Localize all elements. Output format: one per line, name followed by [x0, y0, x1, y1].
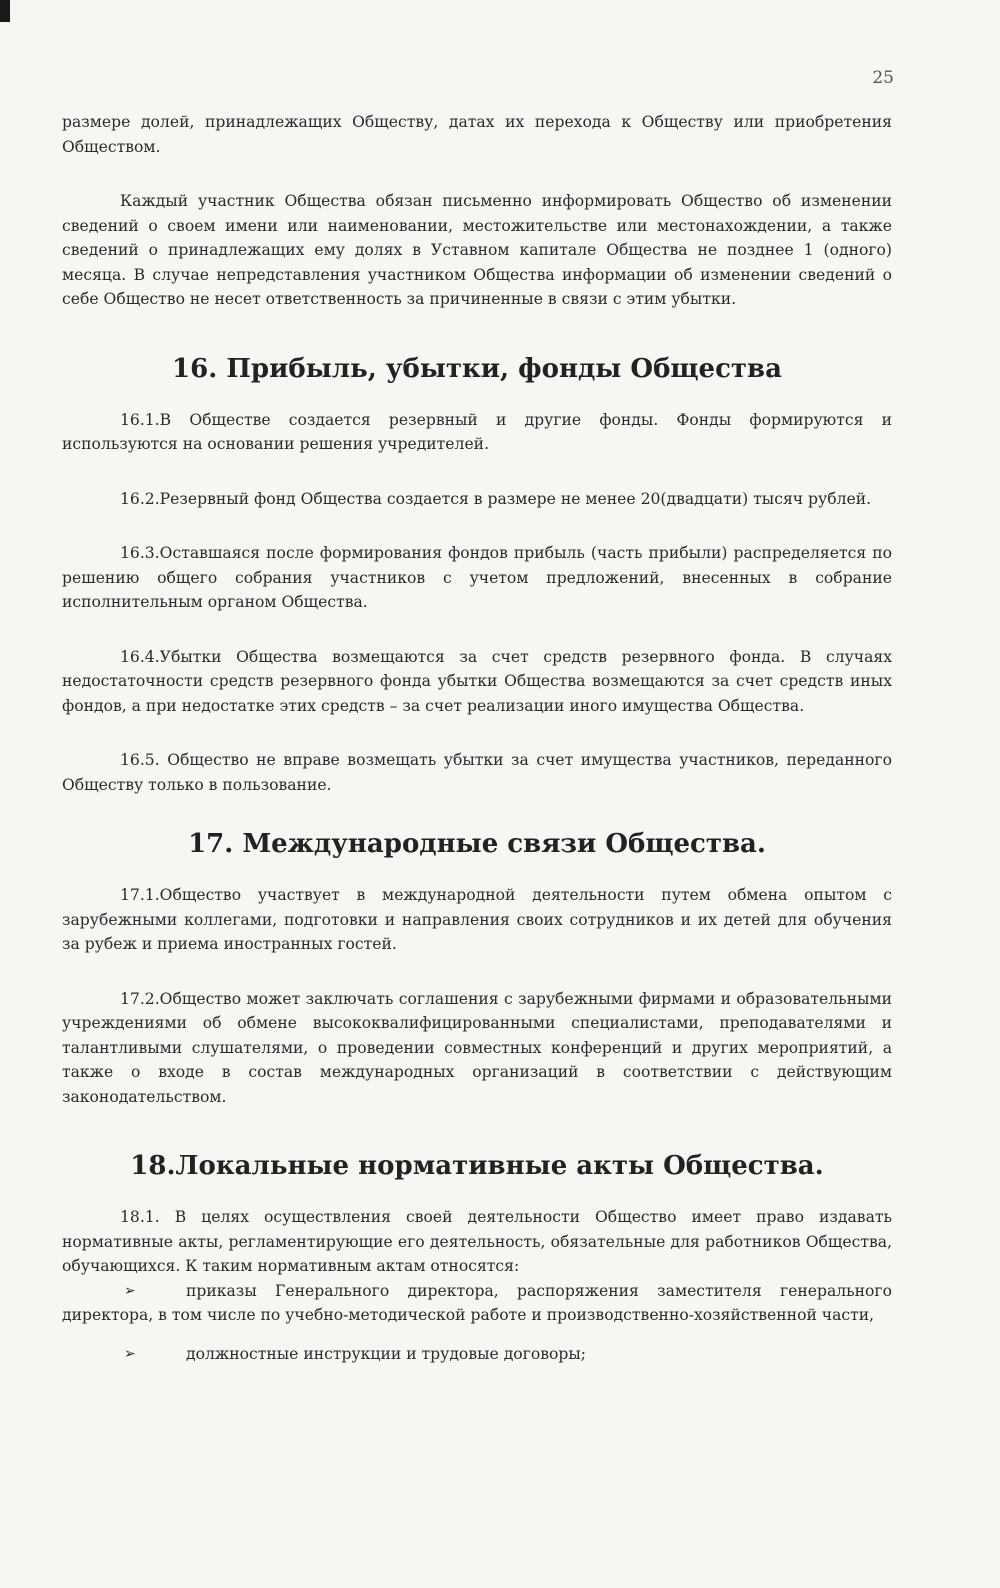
paragraph-16-5: 16.5. Общество не вправе возмещать убытки за счет имущества участников, переданного Обществу только в пользование. [62, 751, 892, 794]
arrow-bullet-icon: ➢ [124, 1282, 136, 1299]
bullet-text-2: должностные инструкции и трудовые договоры; [186, 1344, 587, 1363]
paragraph-16-1: 16.1.В Обществе создается резервный и другие фонды. Фонды формируются и используются на основании решения учредителей. [62, 410, 892, 453]
intro-paragraph-2: Каждый участник Общества обязан письменно информировать Общество об изменении сведений о своем имени или наименовании, местожительстве или местонахождении, а также сведений о принадлежащих ему долях в Уставном капитале Общества не позднее 1 (одного) месяца. В случае непредставления участником Общества информации об изменении сведений о себе Общество не несет ответственность за причиненные в связи с этим убытки. [62, 192, 892, 308]
page-number: 25 [872, 68, 894, 88]
intro-paragraph-1: размере долей, принадлежащих Обществу, датах их перехода к Обществу или приобретения Обществом. [62, 113, 892, 156]
section-18-heading: 18.Локальные нормативные акты Общества. [130, 1151, 824, 1181]
bullet-item [62, 1342, 892, 1367]
scan-corner-mark [0, 0, 10, 22]
document-content [62, 110, 892, 1366]
bullet-item [62, 1279, 892, 1328]
paragraph-17-1: 17.1.Общество участвует в международной деятельности путем обмена опытом с зарубежными коллегами, подготовки и направления своих сотрудников и их детей для обучения за рубеж и приема иностранных гостей. [62, 886, 892, 953]
paragraph-16-2: 16.2.Резервный фонд Общества создается в размере не менее 20(двадцати) тысяч рублей. [120, 489, 872, 508]
section-17-heading: 17. Международные связи Общества. [188, 829, 766, 859]
section-16-heading: 16. Прибыль, убытки, фонды Общества [172, 353, 782, 384]
paragraph-16-3: 16.3.Оставшаяся после формирования фондов прибыль (часть прибыли) распределяется по решению общего собрания участников с учетом предложений, внесенных в собрание исполнительным органом Общества. [62, 544, 892, 611]
paragraph-16-4: 16.4.Убытки Общества возмещаются за счет средств резервного фонда. В случаях недостаточности средств резервного фонда убытки Общества возмещаются за счет средств иных фондов, а при недостатке этих средств – за счет реализации иного имущества Общества. [62, 647, 892, 715]
paragraph-18-1: 18.1. В целях осуществления своей деятельности Общество имеет право издавать нормативные акты, регламентирующие его деятельность, обязательные для работников Общества, обучающихся. К таким нормативным актам относятся: [62, 1208, 892, 1275]
bullet-text-1: приказы Генерального директора, распоряжения заместителя генерального директора, в том числе по учебно-методической работе и производственно-хозяйственной части, [62, 1281, 892, 1324]
paragraph-17-2: 17.2.Общество может заключать соглашения с зарубежными фирмами и образовательными учреждениями об обмене высококвалифицированными специалистами, преподавателями и талантливыми слушателями, о проведении совместных конференций и других мероприятий, а также о входе в состав международных организаций в соответствии с действующим законодательством. [62, 989, 892, 1106]
arrow-bullet-icon: ➢ [124, 1345, 136, 1362]
